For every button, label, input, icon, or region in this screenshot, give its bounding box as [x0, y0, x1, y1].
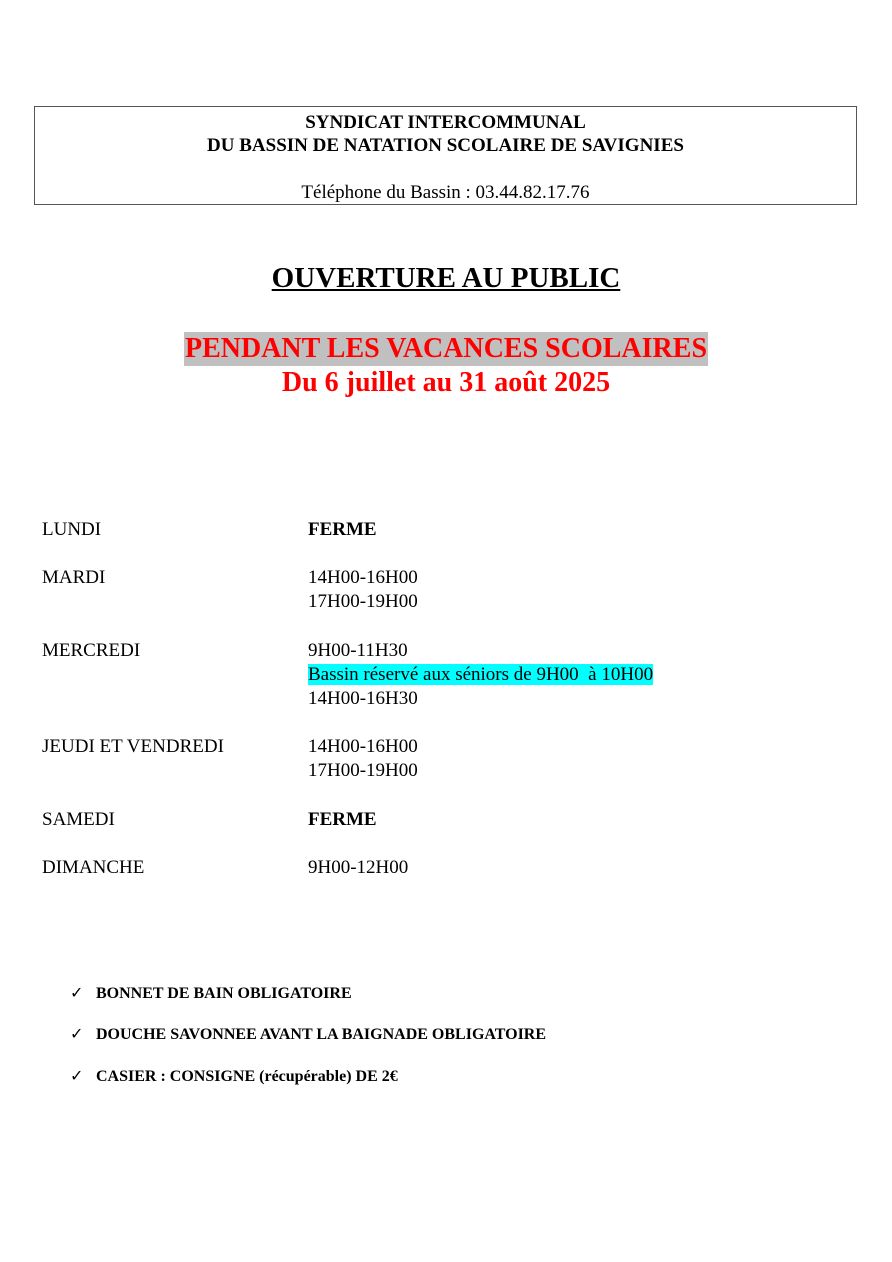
page-title	[0, 262, 892, 295]
day-wednesday: MERCREDI	[42, 640, 141, 661]
hours-saturday: FERME	[308, 809, 377, 830]
check-icon: ✓	[70, 985, 84, 1002]
hours-thursday-friday-2: 17H00-19H00	[308, 760, 418, 781]
rule-text: CASIER : CONSIGNE (récupérable) DE 2€	[96, 1068, 398, 1085]
day-monday: LUNDI	[42, 519, 102, 540]
hours-wednesday-2: 14H00-16H30	[308, 688, 418, 709]
rule-item	[70, 1025, 546, 1045]
rule-item	[70, 1067, 398, 1087]
day-thursday-friday: JEUDI ET VENDREDI	[42, 736, 224, 757]
hours-wednesday-1: 9H00-11H30	[308, 640, 408, 661]
hours-thursday-friday-1: 14H00-16H00	[308, 736, 418, 757]
org-name-line1: SYNDICAT INTERCOMMUNAL	[305, 112, 586, 133]
period-banner	[0, 332, 892, 366]
check-icon: ✓	[70, 1026, 84, 1043]
period-label: PENDANT LES VACANCES SCOLAIRES	[184, 333, 708, 364]
rule-text: DOUCHE SAVONNEE AVANT LA BAIGNADE OBLIGATOIRE	[96, 1026, 547, 1043]
page-title-text: OUVERTURE AU PUBLIC	[271, 262, 621, 294]
rule-item	[70, 984, 352, 1004]
hours-sunday: 9H00-12H00	[308, 857, 409, 878]
day-saturday: SAMEDI	[42, 809, 115, 830]
header-box	[34, 106, 857, 205]
hours-tuesday-2: 17H00-19H00	[308, 591, 418, 612]
day-sunday: DIMANCHE	[42, 857, 145, 878]
hours-tuesday-1: 14H00-16H00	[308, 567, 418, 588]
check-icon: ✓	[70, 1068, 84, 1085]
org-name-line2: DU BASSIN DE NATATION SCOLAIRE DE SAVIGNIES	[207, 135, 684, 156]
pool-phone: Téléphone du Bassin : 03.44.82.17.76	[301, 182, 590, 203]
seniors-notice-text: Bassin réservé aux séniors de 9H00 à 10H00	[308, 664, 654, 685]
date-range: Du 6 juillet au 31 août 2025	[281, 367, 611, 398]
rule-text: BONNET DE BAIN OBLIGATOIRE	[96, 985, 352, 1002]
hours-monday: FERME	[308, 519, 377, 540]
day-tuesday: MARDI	[42, 567, 106, 588]
seniors-notice	[308, 663, 653, 687]
